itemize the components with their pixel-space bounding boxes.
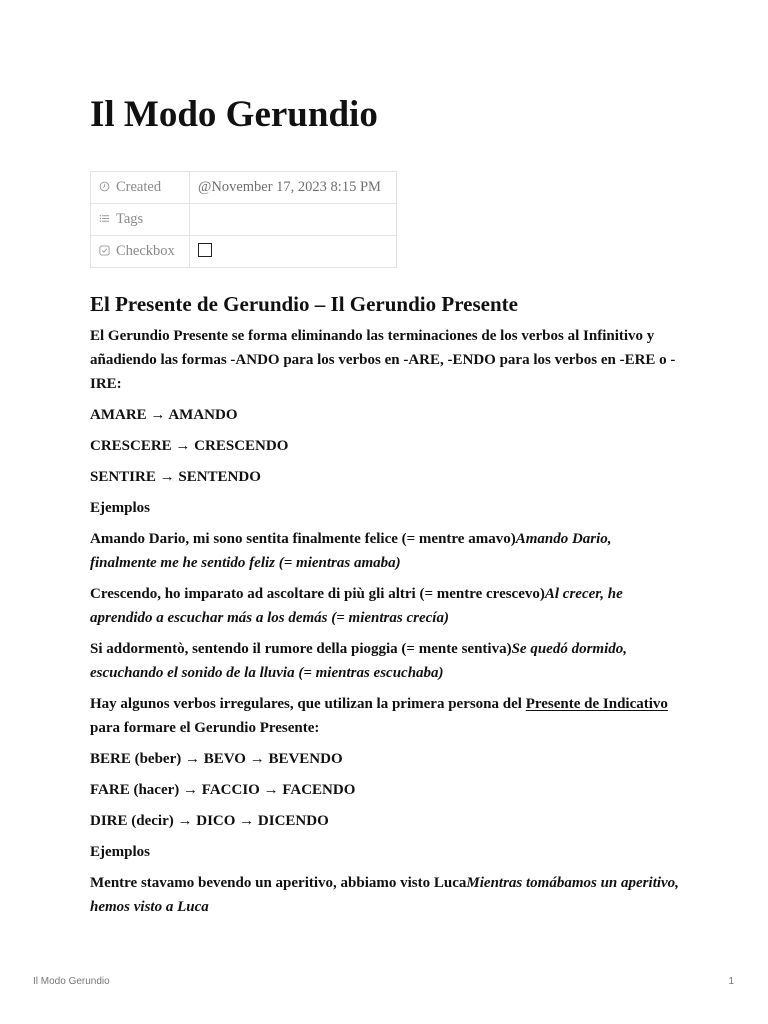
clock-icon	[99, 181, 110, 192]
intro-paragraph: El Gerundio Presente se forma eliminando las terminaciones de los verbos al Infinitivo y añadiendo las formas -ANDO para los verbos en -ARE, -ENDO para los verbos en -ERE o -IRE:	[90, 328, 676, 392]
example-italian: Mentre stavamo bevendo un aperitivo, abbiamo visto Luca	[90, 875, 467, 891]
property-value-created: @November 17, 2023 8:15 PM	[190, 172, 397, 204]
irregular-paragraph	[90, 692, 680, 740]
page-content	[90, 290, 680, 926]
footer-title: Il Modo Gerundio	[33, 976, 110, 987]
example-italian: Crescendo, ho imparato ad ascoltare di più gli altri (= mentre crescevo)	[90, 586, 545, 602]
property-row-tags	[91, 204, 397, 236]
list-icon	[99, 213, 110, 224]
example-paragraph	[90, 527, 680, 575]
property-value-checkbox	[190, 236, 397, 268]
property-key-label: Created	[116, 179, 162, 195]
irregular-rule-line: DIRE (decir) → DICO → DICENDO	[90, 813, 329, 829]
checkbox-icon	[99, 245, 110, 256]
property-key	[91, 236, 190, 268]
irregular-text-before: Hay algunos verbos irregulares, que utilizan la primera persona del	[90, 696, 526, 712]
rule-line: CRESCERE → CRESCENDO	[90, 438, 289, 454]
property-key-label: Checkbox	[116, 243, 175, 259]
irregular-text-after: para formare el Gerundio Presente:	[90, 720, 320, 736]
rule-line: SENTIRE → SENTENDO	[90, 469, 261, 485]
property-value-tags[interactable]	[190, 204, 397, 236]
examples-label: Ejemplos	[90, 500, 150, 516]
properties-table	[90, 171, 397, 268]
footer-page-number: 1	[728, 976, 734, 987]
checkbox-input[interactable]	[198, 243, 212, 257]
example-italian: Amando Dario, mi sono sentita finalmente felice (= mentre amavo)	[90, 531, 516, 547]
presente-de-indicativo-link[interactable]: Presente de Indicativo	[525, 696, 668, 712]
example-paragraph	[90, 871, 680, 919]
irregular-rule-line: BERE (beber) → BEVO → BEVENDO	[90, 751, 343, 767]
example-spanish: Amando Dario, finalmente me he sentido feliz (= mientras amaba)	[90, 531, 612, 571]
property-key-label: Tags	[116, 211, 144, 227]
page-title: Il Modo Gerundio	[90, 94, 378, 135]
property-key	[91, 204, 190, 236]
examples-label: Ejemplos	[90, 844, 150, 860]
example-spanish: Se quedó dormido, escuchando el sonido de la lluvia (= mientras escuchaba)	[90, 641, 628, 681]
example-paragraph	[90, 582, 680, 630]
property-key	[91, 172, 190, 204]
example-spanish: Mientras tomábamos un aperitivo, hemos visto a Luca	[90, 875, 679, 915]
example-italian: Si addormentò, sentendo il rumore della pioggia (= mente sentiva)	[90, 641, 512, 657]
property-row-created	[91, 172, 397, 204]
property-row-checkbox	[91, 236, 397, 268]
irregular-rule-line: FARE (hacer) → FACCIO → FACENDO	[90, 782, 356, 798]
section-heading: El Presente de Gerundio – Il Gerundio Presente	[90, 292, 518, 316]
example-paragraph	[90, 637, 680, 685]
rule-line: AMARE → AMANDO	[90, 407, 238, 423]
example-spanish: Al crecer, he aprendido a escuchar más a los demás (= mientras crecía)	[90, 586, 623, 626]
